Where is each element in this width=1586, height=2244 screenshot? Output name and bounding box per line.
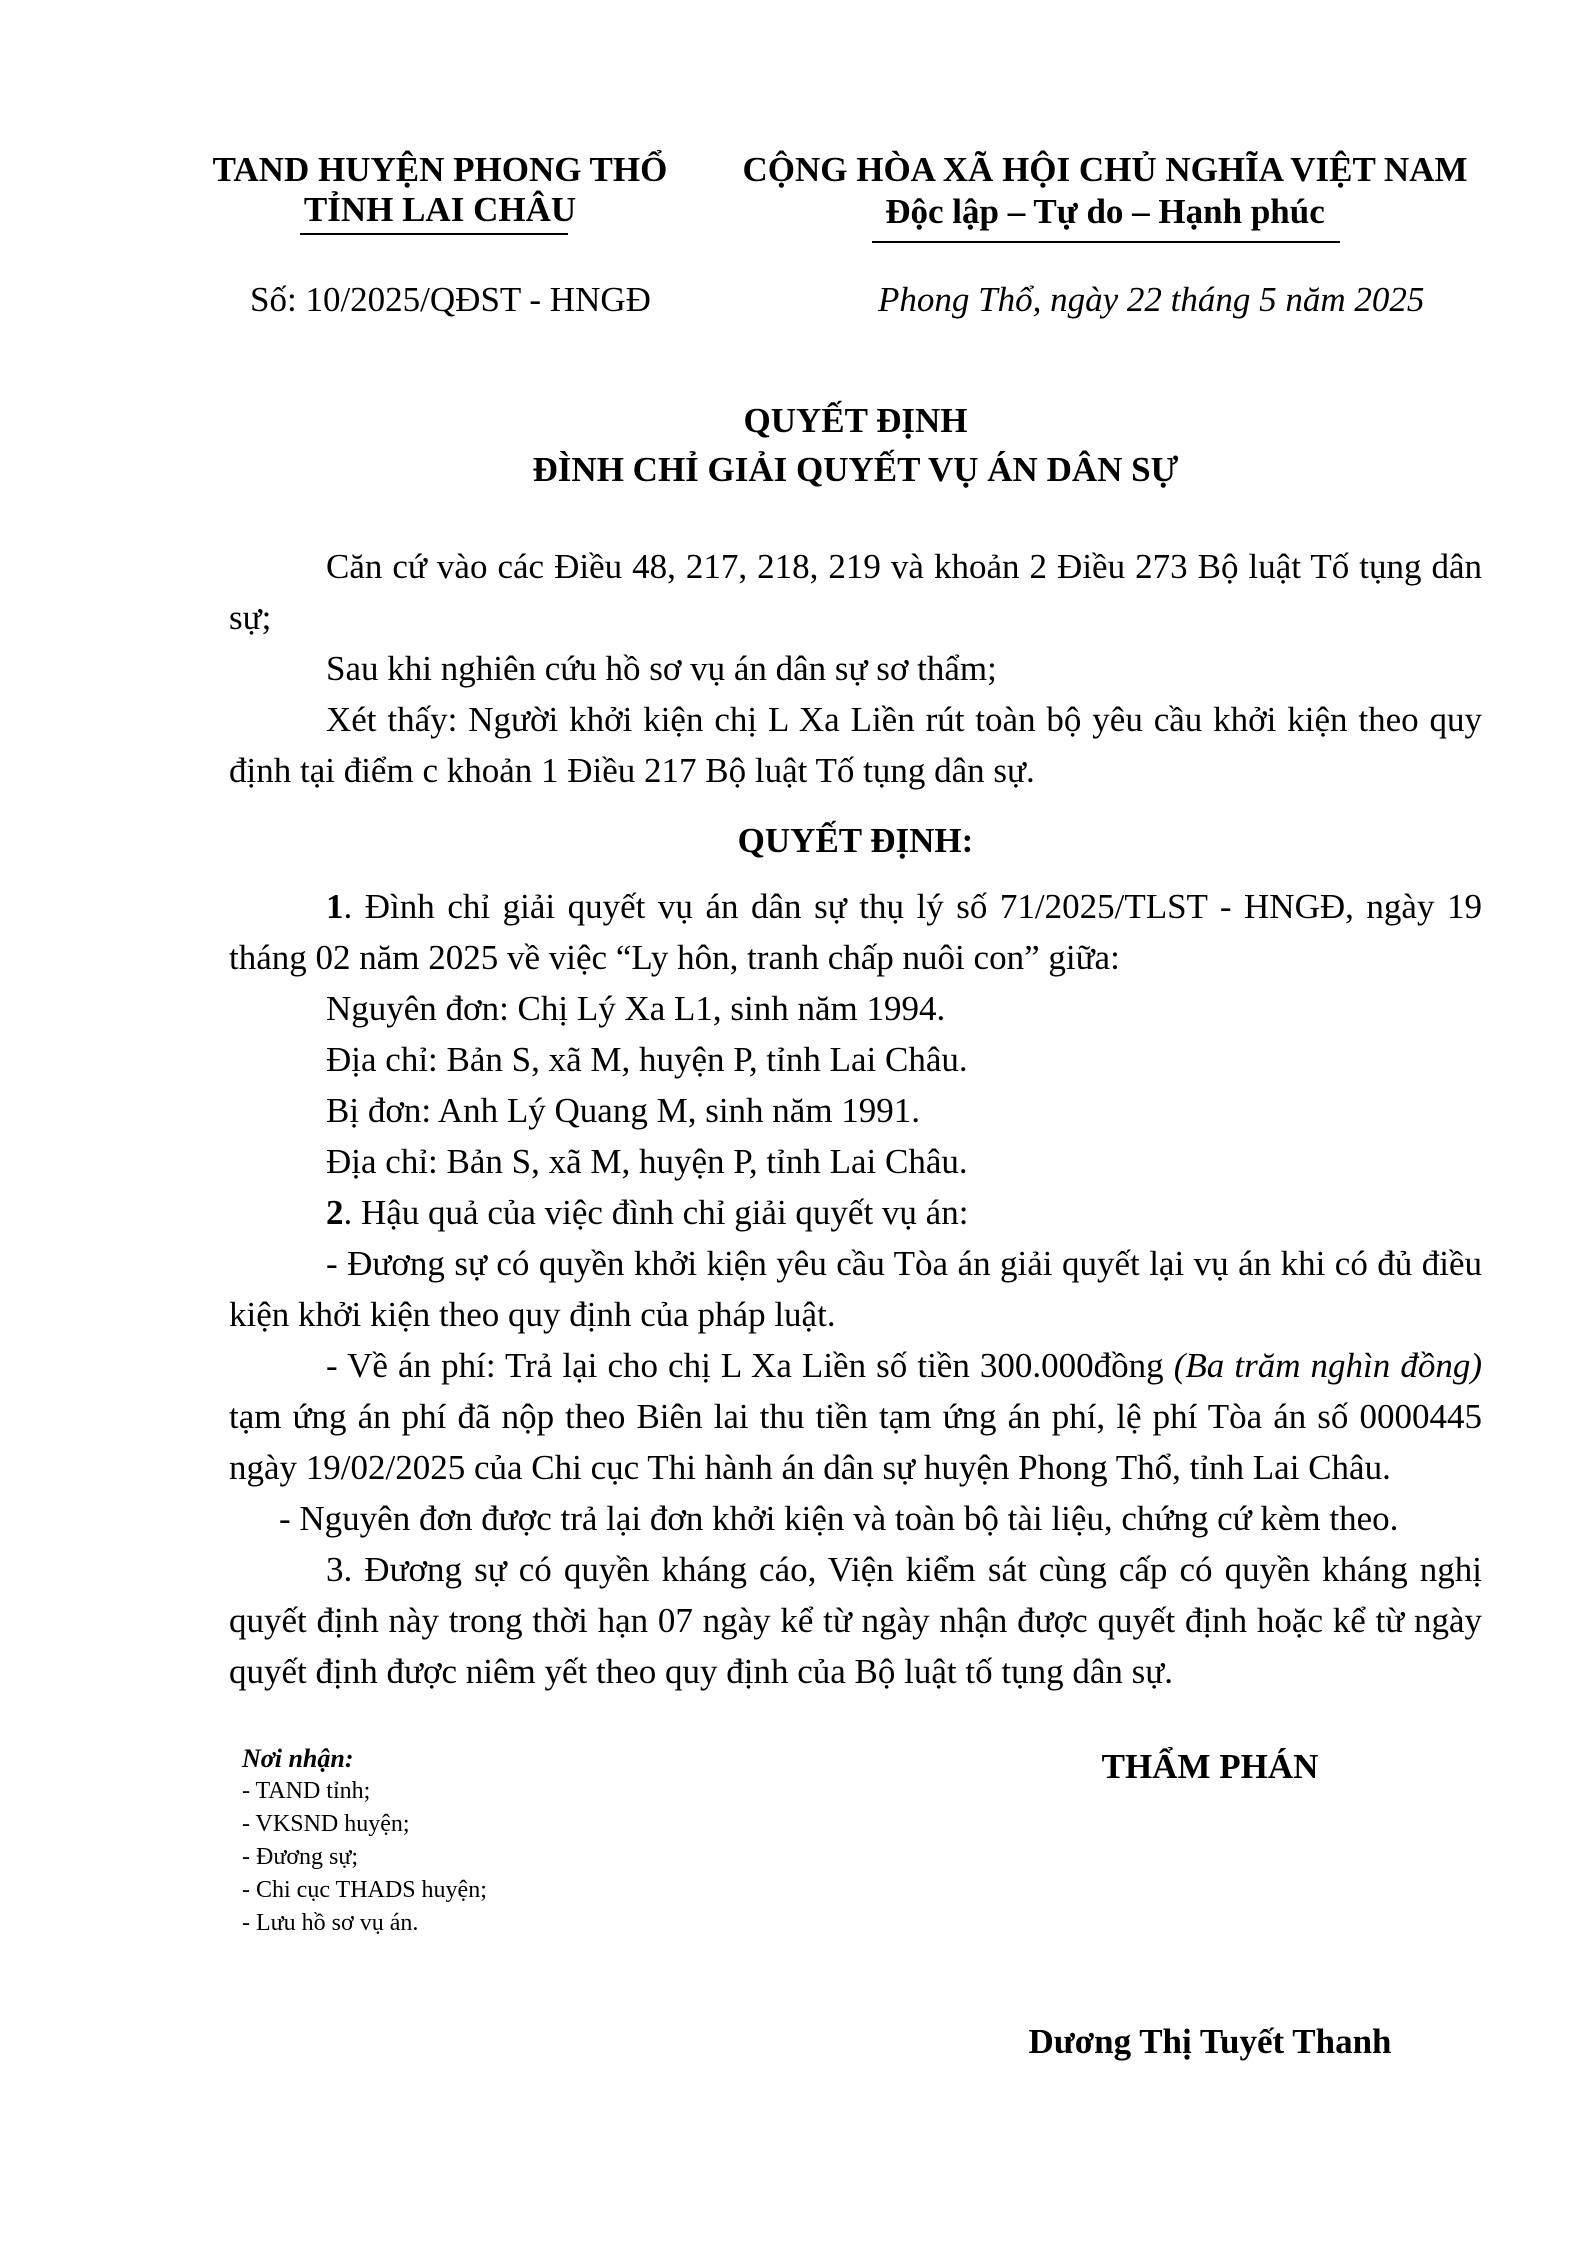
court-fee-amount-words: (Ba trăm nghìn đồng) [1173,1346,1482,1385]
recipient-item: - VKSND huyện; [242,1811,410,1837]
recipient-item: - Lưu hồ sơ vụ án. [242,1910,419,1936]
item-2-number: 2 [326,1193,344,1232]
decision-item-1 [229,881,1482,983]
item-1-text: . Đình chỉ giải quyết vụ án dân sự thụ lý số 71/2025/TLST - HNGĐ, ngày 19 tháng 02 năm 2025 về việc “Ly hôn, tranh chấp nuôi con” giữa: [229,887,1482,977]
nation-name: CỘNG HÒA XÃ HỘI CHỦ NGHĨA VIỆT NAM [742,150,1468,189]
decision-body [229,881,1482,1697]
recipients-title: Nơi nhận: [242,1744,354,1773]
document-title: QUYẾT ĐỊNH [743,401,968,440]
item-2-text: . Hậu quả của việc đình chỉ giải quyết vụ án: [343,1193,969,1232]
defendant-address: Địa chỉ: Bản S, xã M, huyện P, tỉnh Lai Châu. [326,1142,968,1181]
court-fee-receipt: tạm ứng án phí đã nộp theo Biên lai thu tiền tạm ứng án phí, lệ phí Tòa án số 0000445 ngày 19/02/2025 của Chi cục Thi hành án dân sự huyện Phong Thổ, tỉnh Lai Châu. [229,1397,1482,1487]
plaintiff-line: Nguyên đơn: Chị Lý Xa L1, sinh năm 1994. [326,989,946,1028]
signature-name: Dương Thị Tuyết Thanh [1028,2022,1392,2061]
place-date: Phong Thổ, ngày 22 tháng 5 năm 2025 [878,280,1425,319]
court-underline [300,233,568,235]
nation-motto: Độc lập – Tự do – Hạnh phúc [885,192,1325,231]
recipient-item: - TAND tỉnh; [242,1778,371,1804]
recipient-item: - Đương sự; [242,1844,359,1870]
decision-item-2 [229,1187,1482,1238]
item-2-right-to-sue: - Đương sự có quyền khởi kiện yêu cầu Tòa án giải quyết lại vụ án khi có đủ điều kiện khởi kiện theo quy định của pháp luật. [229,1244,1482,1334]
item-2-return-documents: - Nguyên đơn được trả lại đơn khởi kiện và toàn bộ tài liệu, chứng cứ kèm theo. [279,1499,1399,1538]
defendant-line: Bị đơn: Anh Lý Quang M, sinh năm 1991. [326,1091,921,1130]
item-1-number: 1 [326,887,344,926]
item-2-court-fee [229,1340,1482,1493]
plaintiff-address: Địa chỉ: Bản S, xã M, huyện P, tỉnh Lai Châu. [326,1040,968,1079]
preamble [229,541,1482,796]
decision-heading: QUYẾT ĐỊNH: [737,821,974,860]
motto-underline [872,241,1340,243]
signature-role: THẨM PHÁN [1101,1747,1319,1786]
recipients-block [242,1742,742,1940]
court-province: TỈNH LAI CHÂU [303,190,577,229]
court-name: TAND HUYỆN PHONG THỔ [212,150,668,189]
decision-item-3: 3. Đương sự có quyền kháng cáo, Viện kiểm sát cùng cấp có quyền kháng nghị quyết định này trong thời hạn 07 ngày kể từ ngày nhận được quyết định hoặc kể từ ngày quyết định được niêm yết theo quy định của Bộ luật tố tụng dân sự. [229,1550,1482,1691]
preamble-consideration: Xét thấy: Người khởi kiện chị L Xa Liền rút toàn bộ yêu cầu khởi kiện theo quy định tại điểm c khoản 1 Điều 217 Bộ luật Tố tụng dân sự. [229,700,1482,790]
preamble-review: Sau khi nghiên cứu hồ sơ vụ án dân sự sơ thẩm; [326,649,997,688]
preamble-legal-basis: Căn cứ vào các Điều 48, 217, 218, 219 và khoản 2 Điều 273 Bộ luật Tố tụng dân sự; [229,547,1482,637]
recipient-item: - Chi cục THADS huyện; [242,1877,487,1903]
document-number: Số: 10/2025/QĐST - HNGĐ [250,280,651,319]
court-fee-text: - Về án phí: Trả lại cho chị L Xa Liền số tiền 300.000đồng [326,1346,1174,1385]
document-subtitle: ĐÌNH CHỈ GIẢI QUYẾT VỤ ÁN DÂN SỰ [532,450,1179,489]
